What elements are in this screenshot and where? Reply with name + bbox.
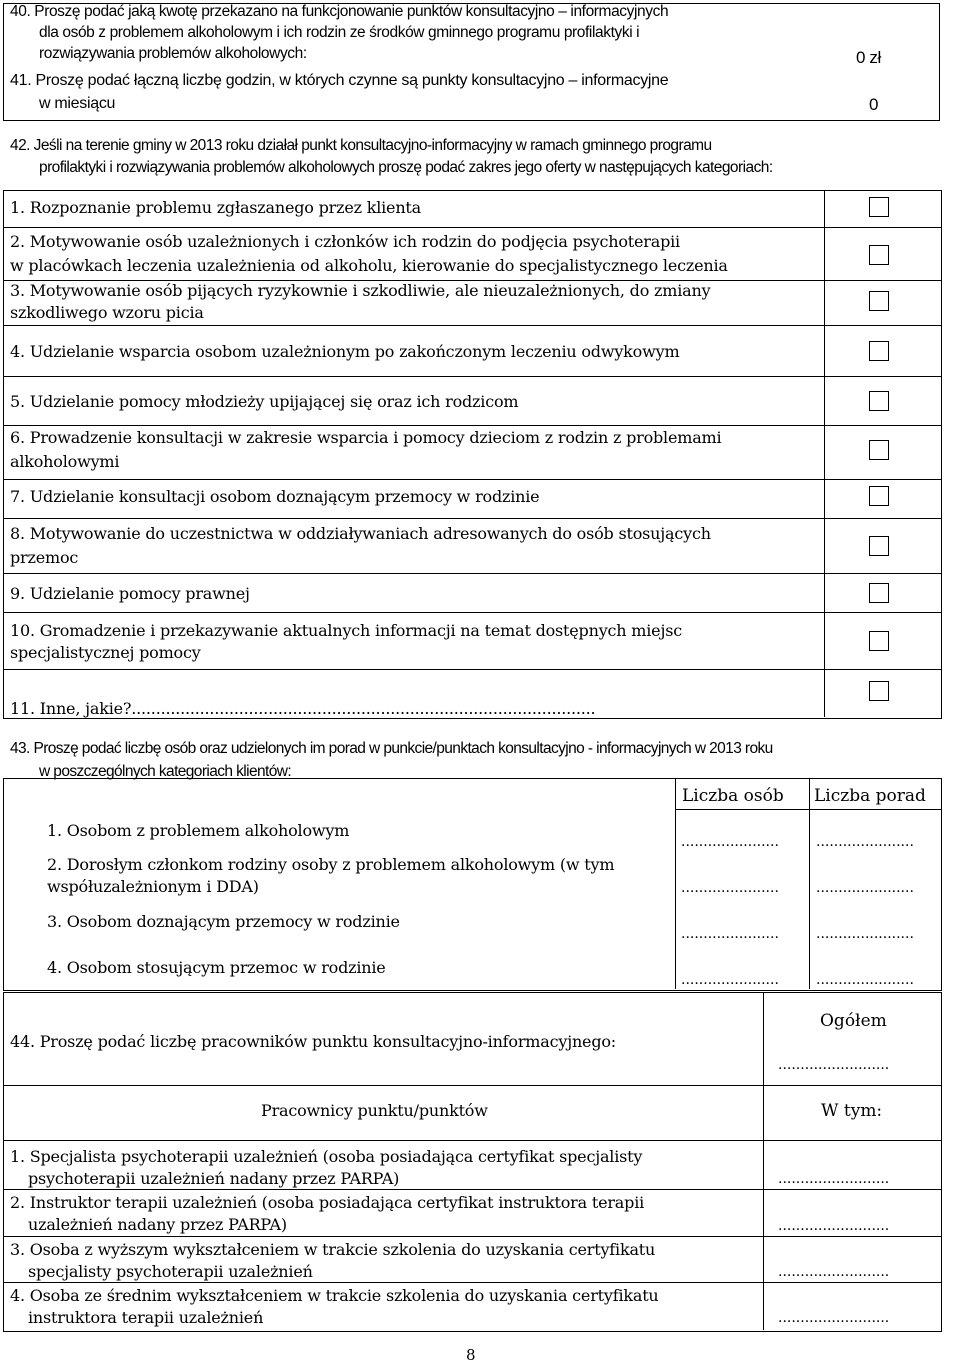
q42-checkbox-4[interactable]	[869, 341, 889, 361]
q43-col-persons-header: Liczba osób	[682, 786, 784, 806]
q42-row-divider	[3, 425, 941, 426]
q42-line-1: 42. Jeśli na terenie gminy w 2013 roku działał punkt konsultacyjno-informacyjny w ramach gminnego programu	[10, 137, 712, 154]
q43-col-advice-header: Liczba porad	[814, 786, 926, 806]
q43-row-divider	[675, 809, 941, 810]
q42-checkbox-10[interactable]	[869, 631, 889, 651]
q43-row-4-advice[interactable]: ......................	[816, 972, 914, 988]
q43-row-2-label-1: 2. Dorosłym członkom rodziny osoby z problemem alkoholowym (w tym	[47, 855, 615, 874]
q42-item-4: 4. Udzielanie wsparcia osobom uzależnionym po zakończonym leczeniu odwykowym	[10, 342, 680, 361]
q42-item-3-line-2: szkodliwego wzoru picia	[10, 303, 204, 322]
q43-row-3-advice[interactable]: ......................	[816, 926, 914, 942]
q42-checkbox-11[interactable]	[869, 681, 889, 701]
q43-row-4-persons[interactable]: ......................	[681, 972, 779, 988]
q44-row-2-value[interactable]: .........................	[778, 1218, 890, 1234]
q42-item-10-line-1: 10. Gromadzenie i przekazywanie aktualnych informacji na temat dostępnych miejsc	[10, 621, 682, 640]
q40-line-3: rozwiązywania problemów alkoholowych:	[39, 45, 307, 62]
q44-row-3-value[interactable]: .........................	[778, 1264, 890, 1280]
page-number: 8	[466, 1346, 476, 1364]
q42-item-10-line-2: specjalistycznej pomocy	[10, 643, 201, 662]
q44-row-4-label-2: instruktora terapii uzależnień	[28, 1308, 264, 1327]
q43-row-1-label: 1. Osobom z problemem alkoholowym	[47, 821, 350, 840]
q42-checkbox-2[interactable]	[869, 245, 889, 265]
q41-answer: 0	[869, 95, 879, 114]
q42-checkbox-5[interactable]	[869, 391, 889, 411]
q43-row-1-persons[interactable]: ......................	[681, 834, 779, 850]
q42-item-3-line-1: 3. Motywowanie osób pijących ryzykownie i szkodliwie, ale nieuzależnionych, do zmiany	[10, 281, 711, 300]
q42-line-2: profilaktyki i rozwiązywania problemów alkoholowych proszę podać zakres jego oferty w następujących kategoriach:	[39, 159, 773, 176]
q44-total-label: Ogółem	[820, 1011, 887, 1031]
q42-checkbox-8[interactable]	[869, 536, 889, 556]
q44-row-3-label-2: specjalisty psychoterapii uzależnień	[28, 1262, 313, 1281]
q44-staff-header: Pracownicy punktu/punktów	[261, 1101, 488, 1120]
q42-checkbox-6[interactable]	[869, 440, 889, 460]
q42-checkbox-9[interactable]	[869, 583, 889, 603]
q42-row-divider	[3, 325, 941, 326]
q44-row-4-label-1: 4. Osoba ze średnim wykształceniem w trakcie szkolenia do uzyskania certyfikatu	[10, 1286, 659, 1305]
q42-item-1: 1. Rozpoznanie problemu zgłaszanego przez klienta	[10, 198, 421, 217]
q42-item-5: 5. Udzielanie pomocy młodzieży upijającej się oraz ich rodzicom	[10, 392, 519, 411]
q44-row-divider	[3, 1189, 941, 1190]
q41-line-2: w miesiącu	[39, 95, 116, 112]
q44-row-2-label-2: uzależnień nadany przez PARPA)	[28, 1215, 287, 1234]
q42-item-2-line-2: w placówkach leczenia uzależnienia od alkoholu, kierowanie do specjalistycznego leczenia	[10, 256, 728, 275]
q43-line-1: 43. Proszę podać liczbę osób oraz udzielonych im porad w punkcie/punktach konsultacyjno - informacyjnych w 2013 roku	[10, 740, 773, 757]
q42-checkbox-3[interactable]	[869, 291, 889, 311]
q44-total-value[interactable]: .........................	[778, 1057, 890, 1073]
q42-item-6-line-2: alkoholowymi	[10, 452, 120, 471]
q42-item-8-line-1: 8. Motywowanie do uczestnictwa w oddziaływaniach adresowanych do osób stosujących	[10, 524, 711, 543]
q42-row-divider	[3, 518, 941, 519]
q42-row-divider	[3, 612, 941, 613]
q44-row-divider	[3, 1140, 941, 1141]
q44-row-1-label-1: 1. Specjalista psychoterapii uzależnień (osoba posiadająca certyfikat specjalisty	[10, 1147, 643, 1166]
q43-row-3-persons[interactable]: ......................	[681, 926, 779, 942]
q44-row-divider	[3, 1236, 941, 1237]
q42-item-8-line-2: przemoc	[10, 548, 79, 567]
q43-row-2-advice[interactable]: ......................	[816, 880, 914, 896]
q44-col-divider	[763, 992, 764, 1330]
q40-line-2: dla osób z problemem alkoholowym i ich rodzin ze środków gminnego programu profilaktyki i	[39, 24, 640, 41]
q42-checkbox-1[interactable]	[869, 197, 889, 217]
q44-row-4-value[interactable]: .........................	[778, 1310, 890, 1326]
q43-row-4-label: 4. Osobom stosującym przemoc w rodzinie	[47, 958, 386, 977]
q44-row-2-label-1: 2. Instruktor terapii uzależnień (osoba posiadająca certyfikat instruktora terapii	[10, 1193, 645, 1212]
q42-item-11: 11. Inne, jakie?...............................................................................................	[10, 699, 596, 718]
q43-row-2-persons[interactable]: ......................	[681, 880, 779, 896]
q42-item-2-line-1: 2. Motywowanie osób uzależnionych i członków ich rodzin do podjęcia psychoterapii	[10, 232, 680, 251]
q44-row-1-label-2: psychoterapii uzależnień nadany przez PARPA)	[28, 1169, 400, 1188]
q43-row-1-advice[interactable]: ......................	[816, 834, 914, 850]
q44-row-3-label-1: 3. Osoba z wyższym wykształceniem w trakcie szkolenia do uzyskania certyfikatu	[10, 1240, 656, 1259]
q42-row-divider	[3, 669, 941, 670]
q43-row-3-label: 3. Osobom doznającym przemocy w rodzinie	[47, 912, 400, 931]
q40-answer: 0 zł	[856, 48, 881, 67]
q42-row-divider	[3, 573, 941, 574]
q44-row-1-value[interactable]: .........................	[778, 1171, 890, 1187]
q42-item-7: 7. Udzielanie konsultacji osobom doznającym przemocy w rodzinie	[10, 487, 540, 506]
q42-row-divider	[3, 227, 941, 228]
q44-row-divider	[3, 1085, 941, 1086]
q42-item-9: 9. Udzielanie pomocy prawnej	[10, 584, 250, 603]
q44-question: 44. Proszę podać liczbę pracowników punktu konsultacyjno-informacyjnego:	[10, 1032, 616, 1051]
q42-row-divider	[3, 376, 941, 377]
q43-line-2: w poszczególnych kategoriach klientów:	[39, 763, 292, 780]
q43-row-2-label-2: współuzależnionym i DDA)	[47, 877, 259, 896]
q42-row-divider	[3, 479, 941, 480]
q42-table-col-divider	[824, 190, 825, 717]
q40-line-1: 40. Proszę podać jaką kwotę przekazano na funkcjonowanie punktów konsultacyjno – informacyjnych	[10, 3, 669, 20]
q42-item-6-line-1: 6. Prowadzenie konsultacji w zakresie wsparcia i pomocy dzieciom z rodzin z problemami	[10, 428, 722, 447]
q44-row-divider	[3, 1282, 941, 1283]
q42-checkbox-7[interactable]	[869, 486, 889, 506]
q41-line-1: 41. Proszę podać łączną liczbę godzin, w których czynne są punkty konsultacyjno – informacyjne	[10, 72, 669, 89]
q44-of-which-label: W tym:	[821, 1101, 883, 1121]
